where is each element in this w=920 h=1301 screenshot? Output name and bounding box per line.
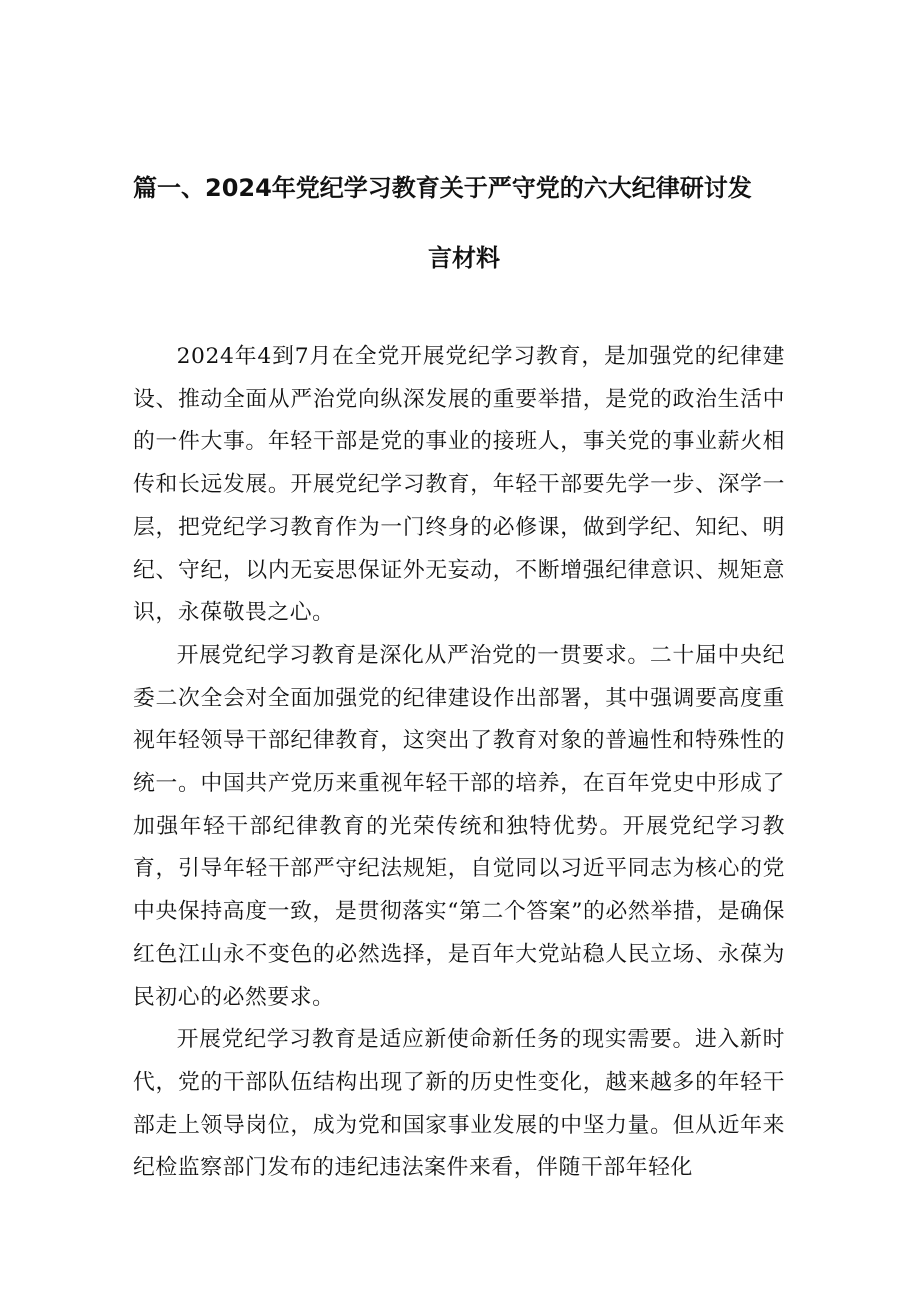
- document-body: [133, 336, 785, 1190]
- document-title-line-1: 篇一、2024年党纪学习教育关于严守党的六大纪律研讨发: [133, 174, 752, 202]
- body-paragraph-3: 开展党纪学习教育是适应新使命新任务的现实需要。进入新时代，党的干部队伍结构出现了新的历史性变化，越来越多的年轻干部走上领导岗位，成为党和国家事业发展的中坚力量。但从近年来纪检监察部门发布的违纪违法案件来看，伴随干部年轻化: [133, 1027, 785, 1181]
- body-paragraph-2: 开展党纪学习教育是深化从严治党的一贯要求。二十届中央纪委二次全会对全面加强党的纪律建设作出部署，其中强调要高度重视年轻领导干部纪律教育，这突出了教育对象的普遍性和特殊性的统一。中国共产党历来重视年轻干部的培养，在百年党史中形成了加强年轻干部纪律教育的光荣传统和独特优势。开展党纪学习教育，引导年轻干部严守纪法规矩，自觉同以习近平同志为核心的党中央保持高度一致，是贯彻落实“第二个答案”的必然举措，是确保红色江山永不变色的必然选择，是百年大党站稳人民立场、永葆为民初心的必然要求。: [133, 642, 785, 1010]
- document-title-line-2: 言材料: [428, 244, 500, 272]
- body-paragraph-1: 2024年4到7月在全党开展党纪学习教育，是加强党的纪律建设、推动全面从严治党向纵深发展的重要举措，是党的政治生活中的一件大事。年轻干部是党的事业的接班人，事关党的事业薪火相传和长远发展。开展党纪学习教育，年轻干部要先学一步、深学一层，把党纪学习教育作为一门终身的必修课，做到学纪、知纪、明纪、守纪，以内无妄思保证外无妄动，不断增强纪律意识、规矩意识，永葆敬畏之心。: [133, 344, 785, 626]
